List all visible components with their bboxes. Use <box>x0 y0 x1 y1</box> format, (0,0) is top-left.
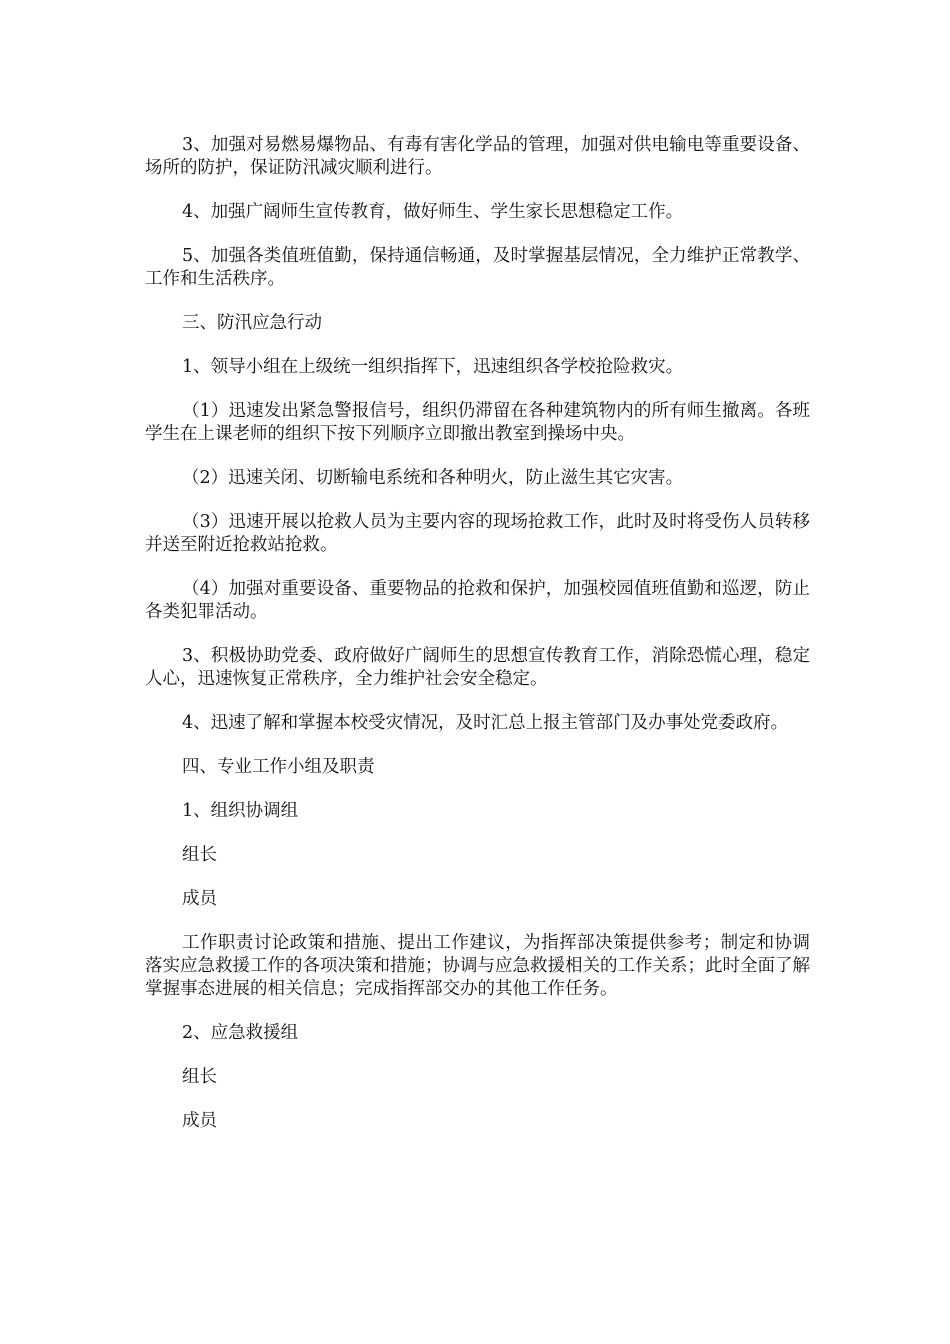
paragraph-subitem-4: （4）加强对重要设备、重要物品的抢救和保护，加强校园值班值勤和巡逻，防止各类犯罪活动。 <box>145 579 810 622</box>
document-body <box>145 134 810 1154</box>
paragraph-action-1: 1、领导小组在上级统一组织指挥下，迅速组织各学校抢险救灾。 <box>182 357 684 377</box>
section-heading-4: 四、专业工作小组及职责 <box>182 757 375 777</box>
group-title-rescue: 2、应急救援组 <box>182 1023 299 1043</box>
paragraph-item-5: 5、加强各类值班值勤，保持通信畅通，及时掌握基层情况，全力维护正常教学、工作和生活秩序。 <box>145 246 810 289</box>
group-leader-label: 组长 <box>182 845 217 865</box>
group-members-label: 成员 <box>182 889 217 909</box>
paragraph-item-4: 4、加强广阔师生宣传教育，做好师生、学生家长思想稳定工作。 <box>182 202 684 222</box>
paragraph-subitem-2: （2）迅速关闭、切断输电系统和各种明火，防止滋生其它灾害。 <box>182 468 684 488</box>
section-heading-3: 三、防汛应急行动 <box>182 313 322 333</box>
rescue-leader-label: 组长 <box>182 1067 217 1087</box>
paragraph-action-4: 4、迅速了解和掌握本校受灾情况，及时汇总上报主管部门及办事处党委政府。 <box>182 713 789 733</box>
group-title-coordination: 1、组织协调组 <box>182 801 299 821</box>
paragraph-subitem-1: （1）迅速发出紧急警报信号，组织仍滞留在各种建筑物内的所有师生撤离。各班学生在上课老师的组织下按下列顺序立即撤出教室到操场中央。 <box>145 401 810 444</box>
group-duties-paragraph: 工作职责讨论政策和措施、提出工作建议，为指挥部决策提供参考；制定和协调落实应急救援工作的各项决策和措施；协调与应急救援相关的工作关系；此时全面了解掌握事态进展的相关信息；完成指挥部交办的其他工作任务。 <box>145 933 810 999</box>
paragraph-item-3: 3、加强对易燃易爆物品、有毒有害化学品的管理，加强对供电输电等重要设备、场所的防护，保证防汛减灾顺利进行。 <box>145 135 810 178</box>
paragraph-action-3: 3、积极协助党委、政府做好广阔师生的思想宣传教育工作，消除恐慌心理，稳定人心，迅速恢复正常秩序，全力维护社会安全稳定。 <box>145 646 810 689</box>
paragraph-subitem-3: （3）迅速开展以抢救人员为主要内容的现场抢救工作，此时及时将受伤人员转移并送至附近抢救站抢救。 <box>145 512 810 555</box>
rescue-members-label: 成员 <box>182 1111 217 1131</box>
